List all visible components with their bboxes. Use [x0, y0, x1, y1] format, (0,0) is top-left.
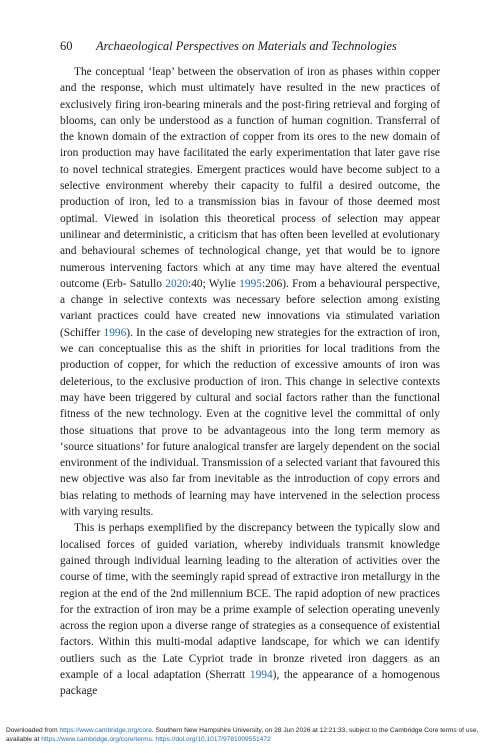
citation-link[interactable]: 1994	[249, 668, 273, 681]
running-title: Archaeological Perspectives on Materials and Technologies	[96, 39, 397, 53]
running-header	[60, 38, 460, 54]
page-number: 60	[60, 39, 73, 53]
footer-text: . Southern New Hampshire University, on 28 Jun 2026 at 12:21:33, subject to the Cambridge Core terms of use, available at	[6, 727, 479, 743]
paragraph	[60, 64, 440, 520]
citation-link[interactable]: 2020	[165, 277, 189, 290]
text-run: :40; Wylie	[188, 277, 240, 290]
download-notice	[6, 726, 494, 744]
body-text	[60, 64, 440, 700]
text-run: This is perhaps exemplified by the discrepancy between the typically slow and localised forces of guided variation, whereby individuals transmit knowledge gained through individual learning leading to the alteration of activities over the course of time, with the seemingly rapid spread of extractive iron metallurgy in the region at the end of the 2nd millennium BCE. The rapid adoption of new practices for the extraction of iron may be a prime example of selection operating unevenly across the region upon a diverse range of strategies as a consequence of existential factors. Within this multi-modal adaptive landscape, for which we can identify outliers such as the Late Cypriot trade in bronze riveted iron daggers as an example of a local adaptation (Sherratt	[60, 522, 440, 681]
footer-link[interactable]: https://www.cambridge.org/core	[59, 727, 152, 734]
text-run: ), the appearance of a homogenous package	[60, 668, 440, 698]
footer-link[interactable]: https://doi.org/10.1017/9781009551472	[155, 736, 271, 743]
citation-link[interactable]: 1996	[103, 326, 127, 339]
text-run: :206). From a behavioural perspective, a change in selective contexts was necessary before selection among existing variant practices could have created new innovations via stimulated variation (Schiffer	[60, 277, 441, 339]
text-run: ). In the case of developing new strategies for the extraction of iron, we can conceptualise this as the shift in priorities for local traditions from the production of copper, for which the reduction of excessive amounts of iron was deleterious, to the exclusive production of iron. This change in selective contexts may have been triggered by cultural and social factors rather than the functional fitness of the new technology. Even at the cognitive level the committal of only those situations that prove to be advantageous into the long term memory as ‘source situations’ for future analogical transfer are largely dependent on the social environment of the individual. Transmission of a selected variant that favoured this new objective was also far from inevitable as the introduction of copy errors and bias relating to methods of learning may have intervened in the selection process with varying results.	[60, 326, 440, 519]
citation-link[interactable]: 1995	[239, 277, 262, 290]
footer-text: Downloaded from	[6, 727, 60, 734]
footer-link[interactable]: https://www.cambridge.org/core/terms	[41, 736, 152, 743]
text-run: The conceptual ‘leap’ between the observation of iron as phases within copper and the response, which must ultimately have resulted in the new practices of exclusively firing iron-bearing minerals and the post-firing retrieval and forging of blooms, can only be understood as a function of human cognition. Transferral of the known domain of the extraction of copper from its ores to the new domain of iron production may have facilitated the early experimentation that later gave rise to novel technical strategies. Emergent practices would have become subject to a selective environment whereby their capacity to fulfil a desired outcome, the production of iron, led to a transmission bias in favour of those deemed most optimal. Viewed in isolation this theoretical process of selection may appear unilinear and deterministic, a criticism that has often been levelled at evolutionary and behavioural schemes of technological change, yet that would be to ignore numerous intervening factors which at any time may have altered the eventual outcome (Erb- Satullo	[60, 66, 440, 290]
footer-text: .	[151, 736, 156, 743]
paragraph	[60, 520, 440, 699]
